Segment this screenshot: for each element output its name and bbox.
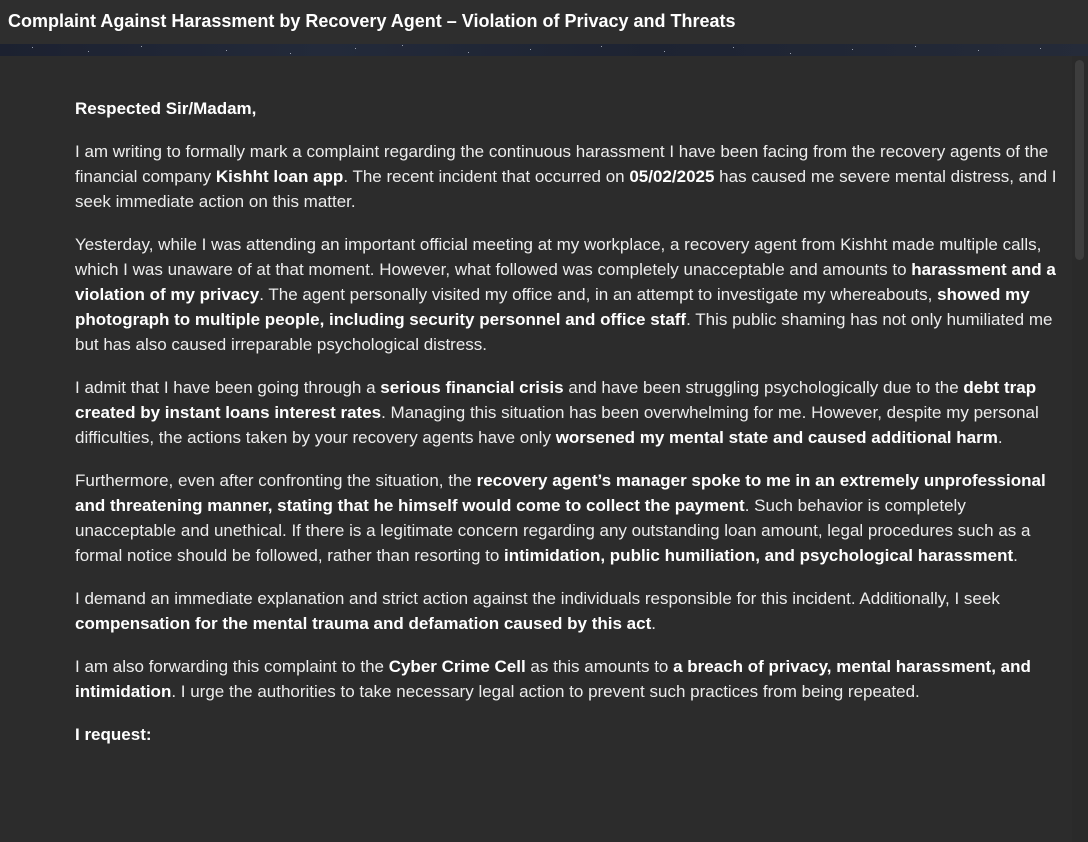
vertical-scrollbar[interactable] [1072, 56, 1088, 842]
paragraph-3: I admit that I have been going through a serious financial crisis and have been struggling psychologically due to the debt trap created by instant loans interest rates. Managing this situation has been overwhelming for me. However, despite my personal difficulties, the actions taken by your recovery agents have only worsened my mental state and caused additional harm. [75, 378, 1039, 447]
document-viewer[interactable] [0, 56, 1072, 842]
salutation: Respected Sir/Madam, [75, 99, 257, 118]
header-banner [0, 44, 1088, 56]
request-heading: I request: [75, 725, 152, 744]
paragraph-5: I demand an immediate explanation and strict action against the individuals responsible for this incident. Additionally, I seek compensation for the mental trauma and defamation caused by this act. [75, 589, 1000, 633]
paragraph-1: I am writing to formally mark a complaint regarding the continuous harassment I have been facing from the recovery agents of the financial company Kishht loan app. The recent incident that occurred on 05/02/2025 has caused me severe mental distress, and I seek immediate action on this matter. [75, 142, 1057, 211]
paragraph-6: I am also forwarding this complaint to the Cyber Crime Cell as this amounts to a breach of privacy, mental harassment, and intimidation. I urge the authorities to take necessary legal action to prevent such practices from being repeated. [75, 657, 1031, 701]
letter-body [75, 96, 1065, 765]
title-bar [0, 0, 1088, 44]
paragraph-4: Furthermore, even after confronting the situation, the recovery agent’s manager spoke to me in an extremely unprofessional and threatening manner, stating that he himself would come to collect the payment. Such behavior is completely unacceptable and unethical. If there is a legitimate concern regarding any outstanding loan amount, legal procedures such as a formal notice should be followed, rather than resorting to intimidation, public humiliation, and psychological harassment. [75, 471, 1046, 565]
document-title: Complaint Against Harassment by Recovery Agent – Violation of Privacy and Threats [8, 11, 736, 31]
scrollbar-thumb[interactable] [1075, 60, 1084, 260]
paragraph-2: Yesterday, while I was attending an important official meeting at my workplace, a recovery agent from Kishht made multiple calls, which I was unaware of at that moment. However, what followed was completely unacceptable and amounts to harassment and a violation of my privacy. The agent personally visited my office and, in an attempt to investigate my whereabouts, showed my photograph to multiple people, including security personnel and office staff. This public shaming has not only humiliated me but has also caused irreparable psychological distress. [75, 235, 1056, 354]
